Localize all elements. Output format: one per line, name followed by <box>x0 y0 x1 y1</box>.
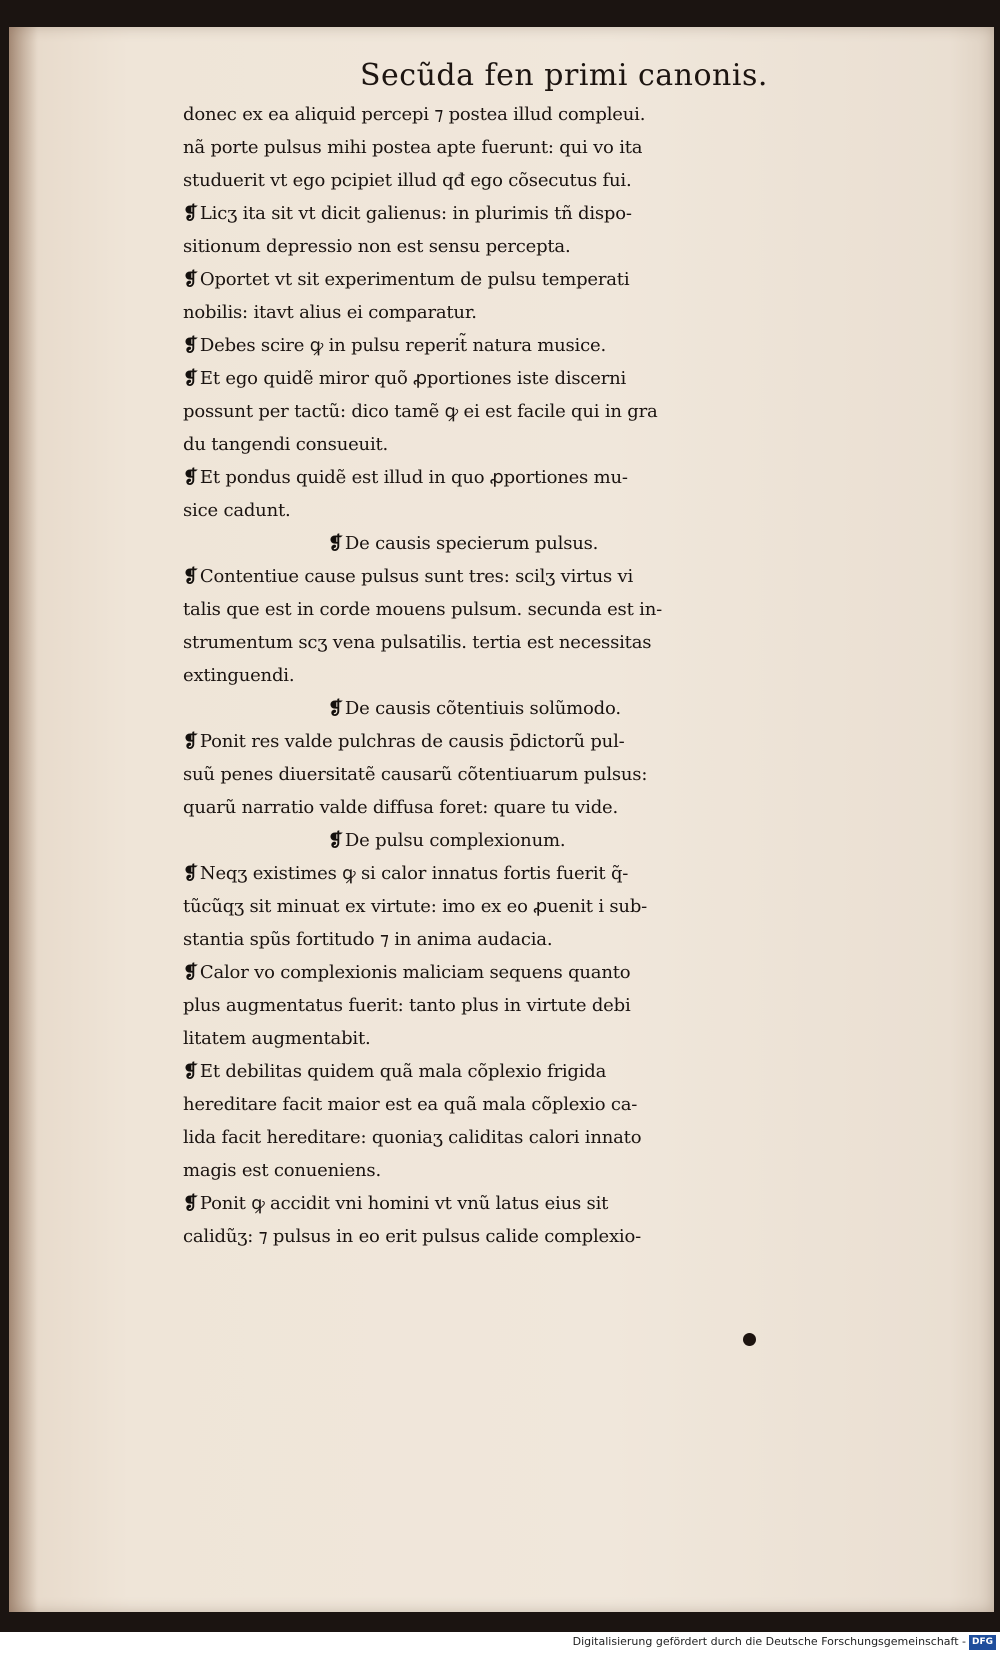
text-line <box>183 395 948 428</box>
text-line <box>183 197 948 230</box>
line-text: strumentum scʒ vena pulsatilis. tertia est necessitas <box>183 632 652 653</box>
section-heading-line <box>183 824 948 857</box>
paragraph-mark-icon: ❡ <box>183 467 198 488</box>
line-text: nobilis: itavt alius ei comparatur. <box>183 302 477 323</box>
text-line <box>183 626 948 659</box>
line-text: magis est conueniens. <box>183 1160 381 1181</box>
line-text: De pulsu complexionum. <box>344 830 566 851</box>
text-line <box>183 725 948 758</box>
text-line <box>183 428 948 461</box>
line-text: plus augmentatus fuerit: tanto plus in virtute debi <box>183 995 631 1016</box>
text-line <box>183 1187 948 1220</box>
text-line <box>183 461 948 494</box>
line-text: Et ego quidẽ miror quõ ꝓportiones iste discerni <box>199 368 627 389</box>
text-block <box>183 98 948 1253</box>
text-line <box>183 362 948 395</box>
line-text: donec ex ea aliquid percepi ⁊ postea illud compleui. <box>183 104 646 125</box>
text-line <box>183 791 948 824</box>
text-line <box>183 1022 948 1055</box>
paragraph-mark-icon: ❡ <box>183 335 198 356</box>
text-line <box>183 296 948 329</box>
line-text: stantia spũs fortitudo ⁊ in anima audacia. <box>183 929 553 950</box>
line-text: Calor vo complexionis maliciam sequens quanto <box>199 962 631 983</box>
paragraph-mark-icon: ❡ <box>183 962 198 983</box>
page-gutter-shadow <box>9 27 37 1612</box>
paragraph-mark-icon: ❡ <box>183 1193 198 1214</box>
paragraph-mark-icon: ❡ <box>183 368 198 389</box>
line-text: Ponit ꝙ accidit vni homini vt vnũ latus eius sit <box>199 1193 609 1214</box>
line-text: Debes scire ꝙ in pulsu reperit̃ natura musice. <box>199 335 606 356</box>
paragraph-mark-icon: ❡ <box>183 731 198 752</box>
paragraph-mark-icon: ❡ <box>328 830 343 851</box>
paragraph-mark-icon: ❡ <box>183 269 198 290</box>
text-line <box>183 1055 948 1088</box>
text-line <box>183 494 948 527</box>
text-line <box>183 758 948 791</box>
text-line <box>183 1088 948 1121</box>
text-line <box>183 329 948 362</box>
line-text: Neqʒ existimes ꝙ si calor innatus fortis fuerit q̃- <box>199 863 629 884</box>
line-text: du tangendi consueuit. <box>183 434 389 455</box>
text-line <box>183 659 948 692</box>
text-line <box>183 131 948 164</box>
paragraph-mark-icon: ❡ <box>183 863 198 884</box>
text-line <box>183 1220 948 1253</box>
line-text: Ponit res valde pulchras de causis p̄dictorũ pul- <box>199 731 625 752</box>
text-line <box>183 956 948 989</box>
line-text: Oportet vt sit experimentum de pulsu temperati <box>199 269 630 290</box>
line-text: tũcũqʒ sit minuat ex virtute: imo ex eo ꝓuenit i sub- <box>183 896 648 917</box>
line-text: studuerit vt ego pcipiet illud qđ ego cõsecutus fui. <box>183 170 632 191</box>
text-line <box>183 890 948 923</box>
line-text: nã porte pulsus mihi postea apte fuerunt: qui vo ita <box>183 137 643 158</box>
text-line <box>183 263 948 296</box>
text-line <box>183 593 948 626</box>
line-text: lida facit hereditare: quoniaʒ caliditas calori innato <box>183 1127 642 1148</box>
section-heading-line <box>183 527 948 560</box>
ink-dot <box>743 1333 756 1346</box>
text-line <box>183 230 948 263</box>
line-text: quarũ narratio valde diffusa foret: quare tu vide. <box>183 797 618 818</box>
line-text: Et debilitas quidem quã mala cõplexio frigida <box>199 1061 607 1082</box>
line-text: extinguendi. <box>183 665 295 686</box>
line-text: De causis specierum pulsus. <box>344 533 599 554</box>
paragraph-mark-icon: ❡ <box>183 1061 198 1082</box>
paragraph-mark-icon: ❡ <box>183 566 198 587</box>
text-line <box>183 164 948 197</box>
text-line <box>183 1154 948 1187</box>
line-text: Contentiue cause pulsus sunt tres: scilʒ virtus vi <box>199 566 634 587</box>
line-text: De causis cõtentiuis solũmodo. <box>344 698 621 719</box>
text-line <box>183 560 948 593</box>
line-text: calidũʒ: ⁊ pulsus in eo erit pulsus calide complexio- <box>183 1226 641 1247</box>
paragraph-mark-icon: ❡ <box>328 698 343 719</box>
line-text: Et pondus quidẽ est illud in quo ꝓportiones mu- <box>199 467 628 488</box>
text-line <box>183 989 948 1022</box>
footer-credit: Digitalisierung gefördert durch die Deutsche Forschungsgemeinschaft - <box>572 1635 966 1648</box>
line-text: sice cadunt. <box>183 500 291 521</box>
paragraph-mark-icon: ❡ <box>183 203 198 224</box>
line-text: sitionum depressio non est sensu percepta. <box>183 236 571 257</box>
dfg-logo: DFG <box>969 1635 996 1650</box>
text-line <box>183 1121 948 1154</box>
line-text: talis que est in corde mouens pulsum. secunda est in- <box>183 599 662 620</box>
section-heading-line <box>183 692 948 725</box>
text-line <box>183 98 948 131</box>
line-text: suũ penes diuersitatẽ causarũ cõtentiuarum pulsus: <box>183 764 648 785</box>
line-text: litatem augmentabit. <box>183 1028 371 1049</box>
text-line <box>183 857 948 890</box>
line-text: Licʒ ita sit vt dicit galienus: in plurimis tñ dispo- <box>199 203 632 224</box>
running-head: Secũda fen primi canonis. <box>360 58 768 93</box>
text-line <box>183 923 948 956</box>
footer-bar <box>0 1632 1000 1654</box>
line-text: hereditare facit maior est ea quã mala cõplexio ca- <box>183 1094 638 1115</box>
paragraph-mark-icon: ❡ <box>328 533 343 554</box>
line-text: possunt per tactũ: dico tamẽ ꝙ ei est facile qui in gra <box>183 401 658 422</box>
